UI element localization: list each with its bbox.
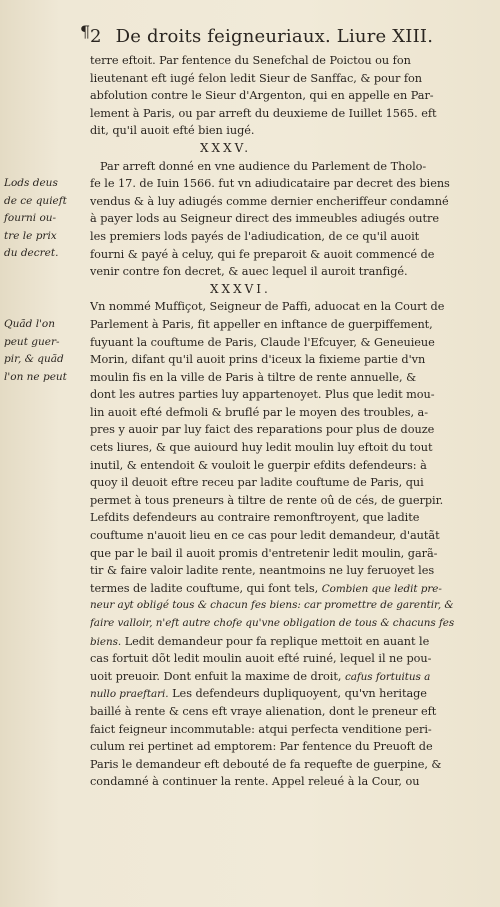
text-line: Parlement à Paris, fit appeller en inftance de guerpiffement,	[90, 317, 433, 331]
text-line: Vn nommé Muffiçot, Seigneur de Paffi, aduocat en la Court de	[90, 300, 445, 314]
text-line: moulin fis en la ville de Paris à tiltre de rente annuelle, &	[90, 370, 417, 384]
text-line: abfolution contre le Sieur d'Argenton, qui en appelle en Par-	[90, 89, 434, 103]
latin-maxim: nullo praeftari.	[90, 688, 169, 701]
text-line: dont les autres parties luy appartenoyet. Plus que ledit mou-	[90, 388, 435, 402]
margin-note-line: de ce quieft	[4, 194, 67, 207]
text-line: culum rei pertinet ad emptorem: Par fentence du Preuoft de	[90, 740, 433, 754]
text-line: baillé à rente & cens eft vraye alienation, dont le preneur eft	[90, 704, 437, 718]
text-line: Morin, difant qu'il auoit prins d'iceux la fixieme partie d'vn	[90, 353, 426, 367]
text-line: fuyuant la couftume de Paris, Claude l'Efcuyer, & Geneuieue	[90, 335, 435, 349]
page-number: 2	[90, 26, 102, 47]
paragraph-mark: ¶	[80, 22, 91, 41]
text-line: condamné à continuer la rente. Appel releué à la Cour, ou	[90, 775, 420, 789]
text-line	[90, 580, 490, 598]
text-line: permet à tous preneurs à tiltre de rente oû de cés, de guerpir.	[90, 493, 444, 507]
latin-maxim: cafus fortuitus a	[344, 670, 431, 683]
text-line: inutil, & entendoit & vouloit le guerpir efdits defendeurs: à	[90, 458, 427, 472]
section-heading-xxxvi: XXXVI.	[210, 281, 271, 296]
text-line: lin auoit efté defmoli & bruflé par le moyen des troubles, a-	[90, 405, 429, 419]
text-line: fe le 17. de Iuin 1566. fut vn adiudicataire par decret des biens	[90, 177, 450, 191]
quoted-custom-line: neur ayt obligé tous & chacun fes biens: car promettre de garentir, &	[90, 599, 454, 612]
margin-note-line: Quãd l'on	[4, 318, 56, 330]
text-line: lieutenant eft iugé felon ledit Sieur de Sanffac, & pour fon	[90, 71, 423, 85]
text-line: fourni & payé à celuy, qui fe preparoit & auoit commencé de	[90, 247, 435, 261]
text-line: les premiers lods payés de l'adiudication, de ce qu'il auoit	[90, 229, 420, 243]
text-segment: Les defendeurs dupliquoyent, qu'vn heritage	[172, 687, 427, 701]
text-line: quoy il deuoit eftre receu par ladite couftume de Paris, qui	[90, 476, 424, 490]
margin-note-line: tre le prix	[4, 229, 57, 242]
margin-note-line: l'on ne peut	[4, 370, 67, 383]
text-line: Paris le demandeur eft debouté de fa requefte de guerpine, &	[90, 757, 442, 771]
text-line: couftume n'auoit lieu en ce cas pour ledit demandeur, d'autãt	[90, 529, 440, 543]
text-line: lement à Paris, ou par arreft du deuxieme de Iuillet 1565. eft	[90, 106, 437, 120]
text-line: à payer lods au Seigneur direct des immeubles adiugés outre	[90, 212, 440, 226]
text-line	[90, 685, 490, 703]
text-segment: Ledit demandeur pour fa replique mettoit en auant le	[124, 634, 430, 648]
margin-note-line: du decret.	[4, 247, 59, 260]
text-line: venir contre fon decret, & auec lequel il auroit tranfigé.	[90, 265, 408, 279]
margin-note-line: peut guer-	[4, 335, 60, 348]
text-line: vendus & à luy adiugés comme dernier encheriffeur condamné	[90, 194, 449, 208]
margin-note-line: Lods deus	[4, 177, 58, 189]
margin-note-line: fourni ou-	[4, 212, 57, 225]
text-line: Lefdits defendeurs au contraire remonftroyent, que ladite	[90, 511, 420, 525]
text-line	[90, 633, 490, 651]
section-heading-xxxv: XXXV.	[200, 140, 252, 155]
quoted-custom: biens.	[90, 635, 122, 648]
quoted-custom-line: faire valloir, n'eft autre chofe qu'vne obligation de tous & chacuns fes	[90, 617, 455, 629]
text-line	[90, 668, 490, 686]
text-segment: uoit preuoir. Dont enfuit la maxime de droit,	[90, 669, 342, 683]
running-title: De droits feigneuriaux. Liure XIII.	[115, 26, 434, 47]
main-text	[90, 52, 490, 791]
text-line: cas fortuit dõt ledit moulin auoit efté ruiné, lequel il ne pou-	[90, 652, 432, 666]
text-line: terre eftoit. Par fentence du Senefchal de Poictou ou fon	[90, 54, 411, 67]
text-line: faict feigneur incommutable: atqui perfecta venditione peri-	[90, 722, 432, 736]
margin-note-guerpir	[4, 316, 90, 386]
quoted-custom: Combien que ledit pre-	[321, 582, 442, 595]
text-line: dit, qu'il auoit efté bien iugé.	[90, 124, 255, 138]
text-segment: termes de ladite couftume, qui font tels,	[90, 581, 319, 595]
text-line: Par arreft donné en vne audience du Parlement de Tholo-	[100, 159, 427, 173]
text-line: pres y auoir par luy faict des reparations pour plus de douze	[90, 423, 435, 437]
text-line: tir & faire valoir ladite rente, neantmoins ne luy feruoyet les	[90, 564, 435, 578]
text-line: que par le bail il auoit promis d'entretenir ledit moulin, garã-	[90, 546, 438, 560]
margin-note-line: pir, & quãd	[4, 353, 64, 366]
margin-note-lods	[4, 175, 90, 263]
text-line: cets liures, & que auiourd huy ledit moulin luy eftoit du tout	[90, 441, 433, 455]
